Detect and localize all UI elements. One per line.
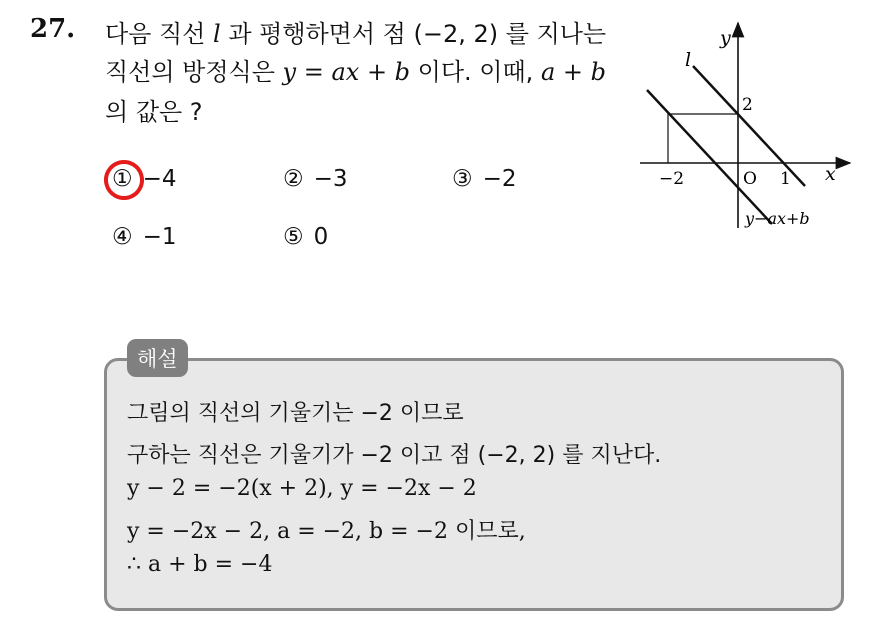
solution-line-1: 그림의 직선의 기울기는 −2 이므로	[127, 401, 464, 426]
tick-x-pos-label: 1	[780, 169, 791, 189]
choice-5[interactable]	[283, 224, 328, 250]
solution-tag: 해설	[127, 339, 188, 377]
line-l-label: l	[685, 49, 692, 71]
choice-mark: ⑤	[283, 224, 304, 250]
choice-3[interactable]	[452, 166, 517, 192]
solution-line-4: y = −2x − 2, a = −2, b = −2 이므로,	[127, 519, 526, 544]
question-text: 직선의 방정식은	[105, 58, 283, 86]
question-text: 과 평행하면서 점 (−2, 2) 를 지나는	[220, 20, 607, 48]
choice-value: −4	[142, 166, 177, 192]
line-l	[693, 66, 805, 186]
choice-mark: ④	[112, 224, 133, 250]
axis-x-label: x	[825, 163, 836, 185]
choice-mark: ②	[283, 166, 304, 192]
question-text: 이다. 이때,	[410, 58, 541, 86]
question-line-1	[105, 14, 606, 49]
choice-value: 0	[313, 224, 329, 250]
choice-value: −3	[313, 166, 348, 192]
solution-line-5: ∴ a + b = −4	[127, 552, 273, 577]
tick-y-label: 2	[742, 95, 753, 115]
question-text: 다음 직선	[105, 20, 213, 48]
selected-answer-circle	[100, 156, 149, 205]
question-number: 27.	[30, 14, 76, 44]
choice-value: −2	[482, 166, 517, 192]
origin-label: O	[743, 169, 757, 189]
line-variable: l	[213, 20, 221, 48]
axis-y-label: y	[720, 27, 731, 49]
choice-2[interactable]	[283, 166, 348, 192]
choice-4[interactable]	[112, 224, 177, 250]
line-equation-label: y−ax+b	[745, 209, 810, 228]
solution-line-2: 구하는 직선은 기울기가 −2 이고 점 (−2, 2) 를 지난다.	[127, 443, 662, 468]
question-line-3: 의 값은 ?	[105, 98, 203, 126]
choice-value: −1	[142, 224, 177, 250]
solution-line-3: y − 2 = −2(x + 2), y = −2x − 2	[127, 476, 477, 501]
choice-mark: ①	[112, 166, 133, 192]
coordinate-graph	[635, 18, 865, 248]
guide-lines	[668, 114, 738, 163]
equation: y = ax + b	[282, 58, 411, 86]
tick-x-neg-label: −2	[659, 169, 685, 189]
expression: a + b	[540, 58, 606, 86]
line-answer	[647, 90, 772, 224]
question-line-2	[105, 52, 606, 87]
choice-mark: ③	[452, 166, 473, 192]
